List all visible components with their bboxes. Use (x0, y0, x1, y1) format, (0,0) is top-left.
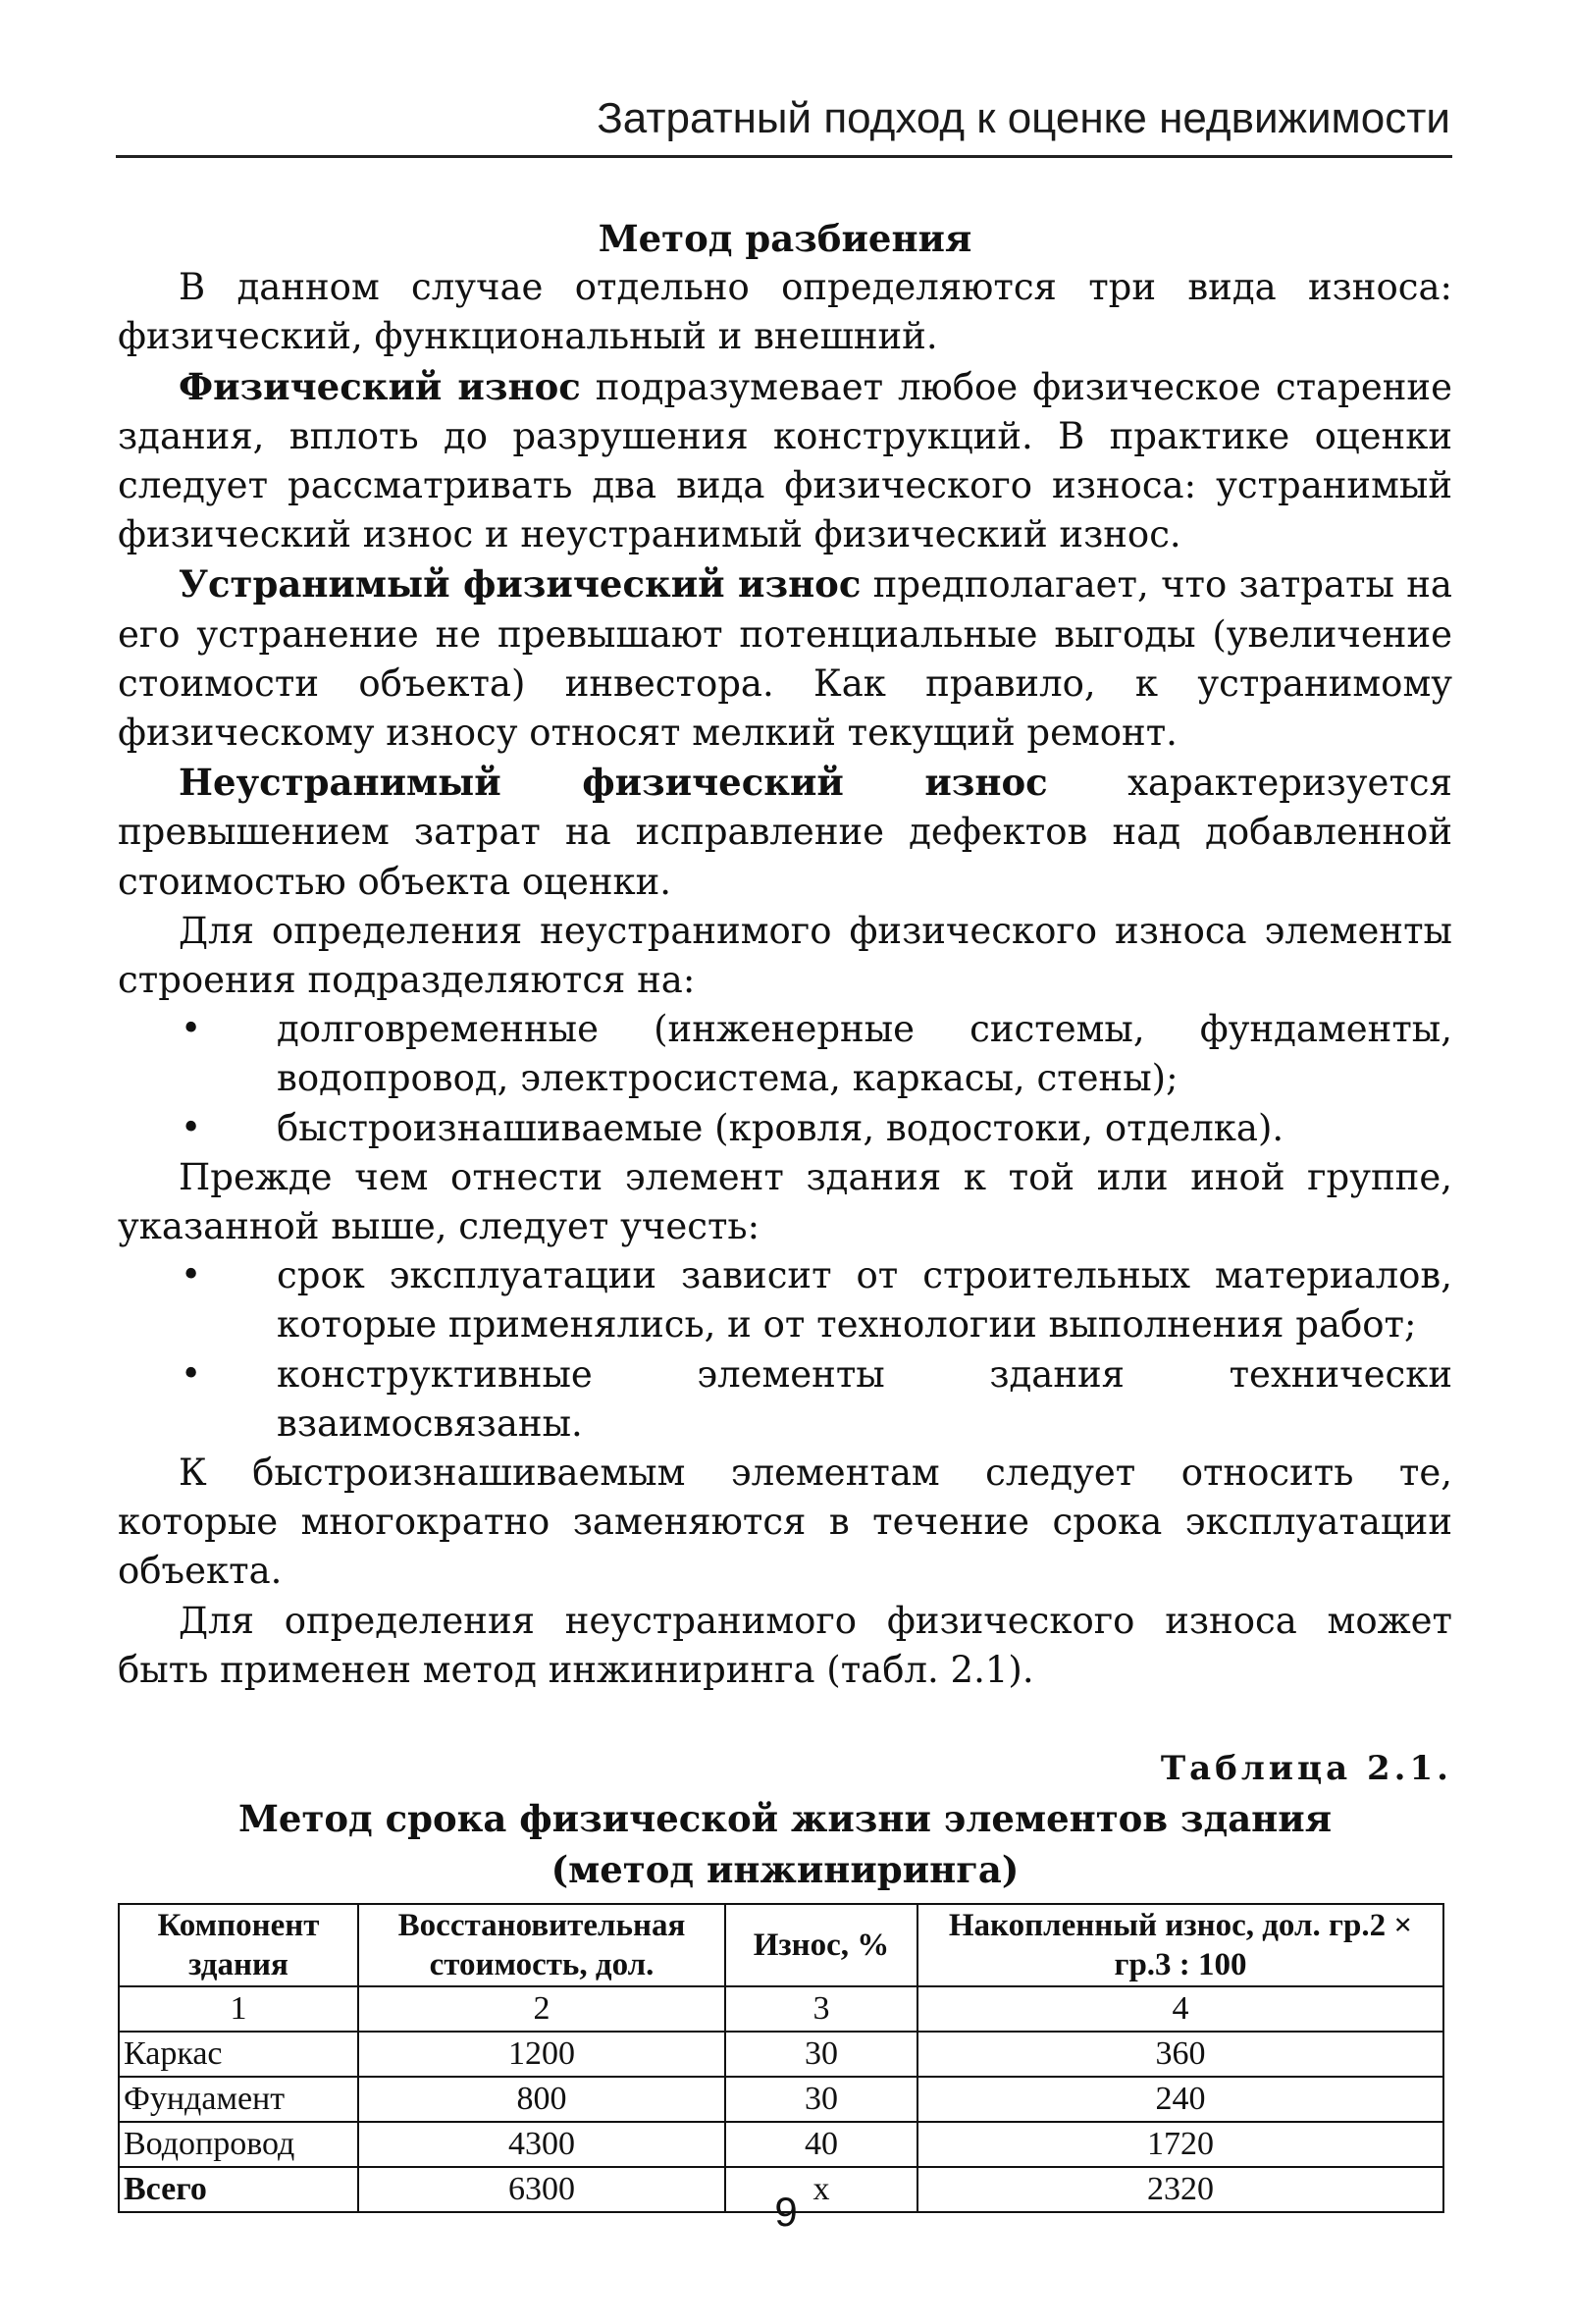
page-body (118, 214, 1452, 2213)
term-curable-wear: Устранимый физический износ (179, 562, 862, 607)
table-title-line1: Метод срока физической жизни элементов здания (237, 1797, 1333, 1841)
paragraph-physical-wear-text: подразумевает любое физическое старение здания, вплоть до разрушения конструкций. В практике оценки следует рассматривать два вида физического износа: устранимый физический износ и неустранимый физический износ. (118, 365, 1452, 556)
term-physical-wear: Физический износ (179, 364, 581, 408)
cell-wear: x (725, 2167, 917, 2212)
header-component: Компонент здания (119, 1904, 358, 1986)
page-number: 9 (774, 2189, 798, 2235)
list-item: • срок эксплуатации зависит от строительных материалов, которые применялись, и от технологии выполнения работ; (118, 1251, 1452, 1349)
paragraph-incurable-wear-text: характеризуется превышением затрат на исправление дефектов над добавленной стоимостью объекта оценки. (118, 762, 1452, 903)
paragraph-engineering-method: Для определения неустранимого физического износа может быть применен метод инжиниринга (табл. 2.1). (118, 1599, 1452, 1691)
paragraph-physical-wear (118, 362, 1452, 560)
column-number: 2 (358, 1986, 725, 2032)
cell-accumulated: 240 (917, 2077, 1443, 2122)
list-item: • конструктивные элементы здания технически взаимосвязаны. (118, 1350, 1452, 1449)
column-number: 3 (725, 1986, 917, 2032)
header-accumulated-wear: Накопленный износ, дол. гр.2 × гр.3 : 100 (917, 1904, 1443, 1986)
cell-wear: 30 (725, 2077, 917, 2122)
cell-component: Каркас (119, 2032, 358, 2077)
table-row (119, 2122, 1443, 2167)
cell-accumulated: 2320 (917, 2167, 1443, 2212)
cell-accumulated: 1720 (917, 2122, 1443, 2167)
cell-cost: 6300 (358, 2167, 725, 2212)
section-title: Метод разбиения (598, 217, 972, 260)
paragraph-before-grouping: Прежде чем отнести элемент здания к той или иной группе, указанной выше, следует учесть: (118, 1155, 1452, 1248)
column-number: 4 (917, 1986, 1443, 2032)
cell-component: Всего (119, 2167, 358, 2212)
paragraph-elements-division: Для определения неустранимого физического износа элементы строения подразделяются на: (118, 909, 1452, 1002)
table-column-numbers-row (119, 1986, 1443, 2032)
table-caption: Таблица 2.1. (1160, 1749, 1452, 1789)
paragraph-curable-wear (118, 559, 1452, 758)
running-header: Затратный подход к оценке недвижимости (597, 94, 1450, 142)
cell-accumulated: 360 (917, 2032, 1443, 2077)
element-types-list (118, 1005, 1452, 1153)
cell-component: Водопровод (119, 2122, 358, 2167)
header-replacement-cost: Восстановительная стоимость, дол. (358, 1904, 725, 1986)
cell-component: Фундамент (119, 2077, 358, 2122)
table-title-line2: (метод инжиниринга) (550, 1848, 1020, 1892)
list-item: • долговременные (инженерные системы, фундаменты, водопровод, электросистема, каркасы, стены); (118, 1005, 1452, 1103)
paragraph-fast-wearing: К быстроизнашиваемым элементам следует относить те, которые многократно заменяются в течение срока эксплуатации объекта. (118, 1452, 1452, 1593)
column-number: 1 (119, 1986, 358, 2032)
table-header-row (119, 1904, 1443, 1986)
cell-wear: 30 (725, 2032, 917, 2077)
term-incurable-wear: Неустранимый физический износ (179, 761, 1048, 805)
header-wear-percent: Износ, % (725, 1904, 917, 1986)
cell-cost: 1200 (358, 2032, 725, 2077)
paragraph-intro: В данном случае отдельно определяются три вида износа: физический, функциональный и внешний. (118, 266, 1452, 358)
list-item: • быстроизнашиваемые (кровля, водостоки, отделка). (118, 1104, 1452, 1153)
engineering-method-table (118, 1903, 1444, 2213)
paragraph-curable-wear-text: предполагает, что затраты на его устранение не превышают потенциальные выгоды (увеличение стоимости объекта) инвестора. Как правило, к устранимому физическому износу относят мелкий текущий ремонт. (118, 563, 1452, 755)
cell-cost: 800 (358, 2077, 725, 2122)
considerations-list (118, 1251, 1452, 1449)
cell-cost: 4300 (358, 2122, 725, 2167)
cell-wear: 40 (725, 2122, 917, 2167)
table-row (119, 2077, 1443, 2122)
header-rule (116, 155, 1452, 158)
paragraph-incurable-wear (118, 758, 1452, 907)
table-row (119, 2032, 1443, 2077)
